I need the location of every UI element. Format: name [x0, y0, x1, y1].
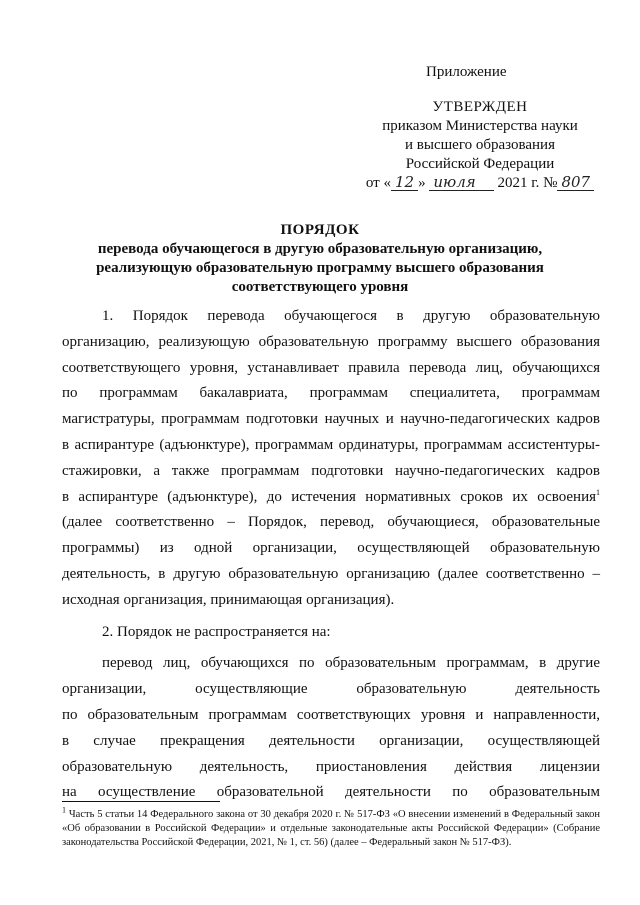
paragraph-line: организацию, реализующую образовательную программу высшего образования — [62, 333, 600, 350]
paragraph-line: в случае прекращения деятельности организации, осуществляющей — [62, 732, 600, 749]
paragraph-line: перевод лиц, обучающихся по образовательным программам, в другие — [102, 655, 600, 672]
order-date-line — [330, 174, 630, 193]
paragraph-line-with-footnote — [62, 485, 600, 511]
order-line-2: и высшего образования — [405, 137, 555, 153]
document-title: ПОРЯДОК — [280, 222, 360, 238]
paragraph-line: образовательную деятельность, приостановления действия лицензии — [62, 758, 600, 775]
paragraph-line: программы) из одной организации, осуществляющей образовательную — [62, 540, 600, 557]
paragraph-line: в аспирантуре (адъюнктуре), программам ординатуры, программам ассистентуры- — [62, 436, 600, 453]
approved-label: УТВЕРЖДЕН — [432, 99, 528, 115]
date-year: 2021 г. № — [497, 175, 558, 191]
paragraph-line: организации, осуществляющие образовательную деятельность — [62, 681, 600, 698]
paragraph-line: на осуществление образовательной деятельности по образовательным — [62, 784, 600, 801]
order-number-handwritten: 807 — [557, 174, 594, 191]
paragraph-line-last: исходная организация, принимающая организация). — [62, 591, 395, 608]
footnote-text: Часть 5 статьи 14 Федерального закона от 30 декабря 2020 г. № 517-ФЗ «О внесении изменений в Федеральный закон «Об образовании в Российской Федерации» и отдельные законодательные акты Российской Федерации» (Собрание законодательства Российской Федерации, 2021, № 1, ст. 56) (далее – Федеральный закон № 517-ФЗ). — [62, 809, 601, 848]
footnote-divider — [62, 801, 220, 802]
paragraph-1 — [62, 304, 600, 614]
order-line-1: приказом Министерства науки — [382, 118, 578, 134]
date-day-handwritten: 12 — [391, 174, 418, 191]
footnote — [62, 805, 601, 850]
paragraph-2: 2. Порядок не распространяется на: — [102, 623, 331, 640]
date-mid: » — [418, 175, 426, 191]
paragraph-line: деятельность, в другую образовательную организацию (далее соответственно – — [62, 565, 600, 582]
paragraph-line: по образовательным программам соответствующих уровня и направленности, — [62, 706, 600, 723]
order-line-3: Российской Федерации — [405, 156, 555, 172]
paragraph-3 — [62, 651, 600, 806]
paragraph-line: по программам бакалавриата, программам специалитета, программам — [62, 385, 600, 402]
paragraph-line: (далее соответственно – Порядок, перевод, обучающиеся, образовательные — [62, 514, 600, 531]
date-prefix: от « — [365, 175, 391, 191]
paragraph-line: соответствующего уровня, устанавливает правила перевода лиц, обучающихся — [62, 359, 600, 376]
paragraph-line: стажировки, а также программам подготовки научно-педагогических кадров — [62, 462, 600, 479]
document-subtitle: перевода обучающегося в другую образовательную организацию, реализующую образовательную программу высшего образования соответствующего уровня — [96, 241, 544, 295]
footnote-mark: 1 — [62, 805, 66, 815]
paragraph-line: 1. Порядок перевода обучающегося в другую образовательную — [102, 308, 600, 324]
paragraph-line: магистратуры, программам подготовки научных и научно-педагогических кадров — [62, 411, 600, 428]
document-body — [62, 304, 600, 806]
paragraph-line-text: в аспирантуре (адъюнктуре), до истечения нормативных сроков их освоения — [62, 488, 596, 505]
date-month-handwritten: июля — [429, 174, 493, 191]
appendix-label: Приложение — [426, 64, 507, 80]
footnote-reference[interactable]: 1 — [596, 487, 600, 497]
approval-block — [330, 98, 630, 193]
